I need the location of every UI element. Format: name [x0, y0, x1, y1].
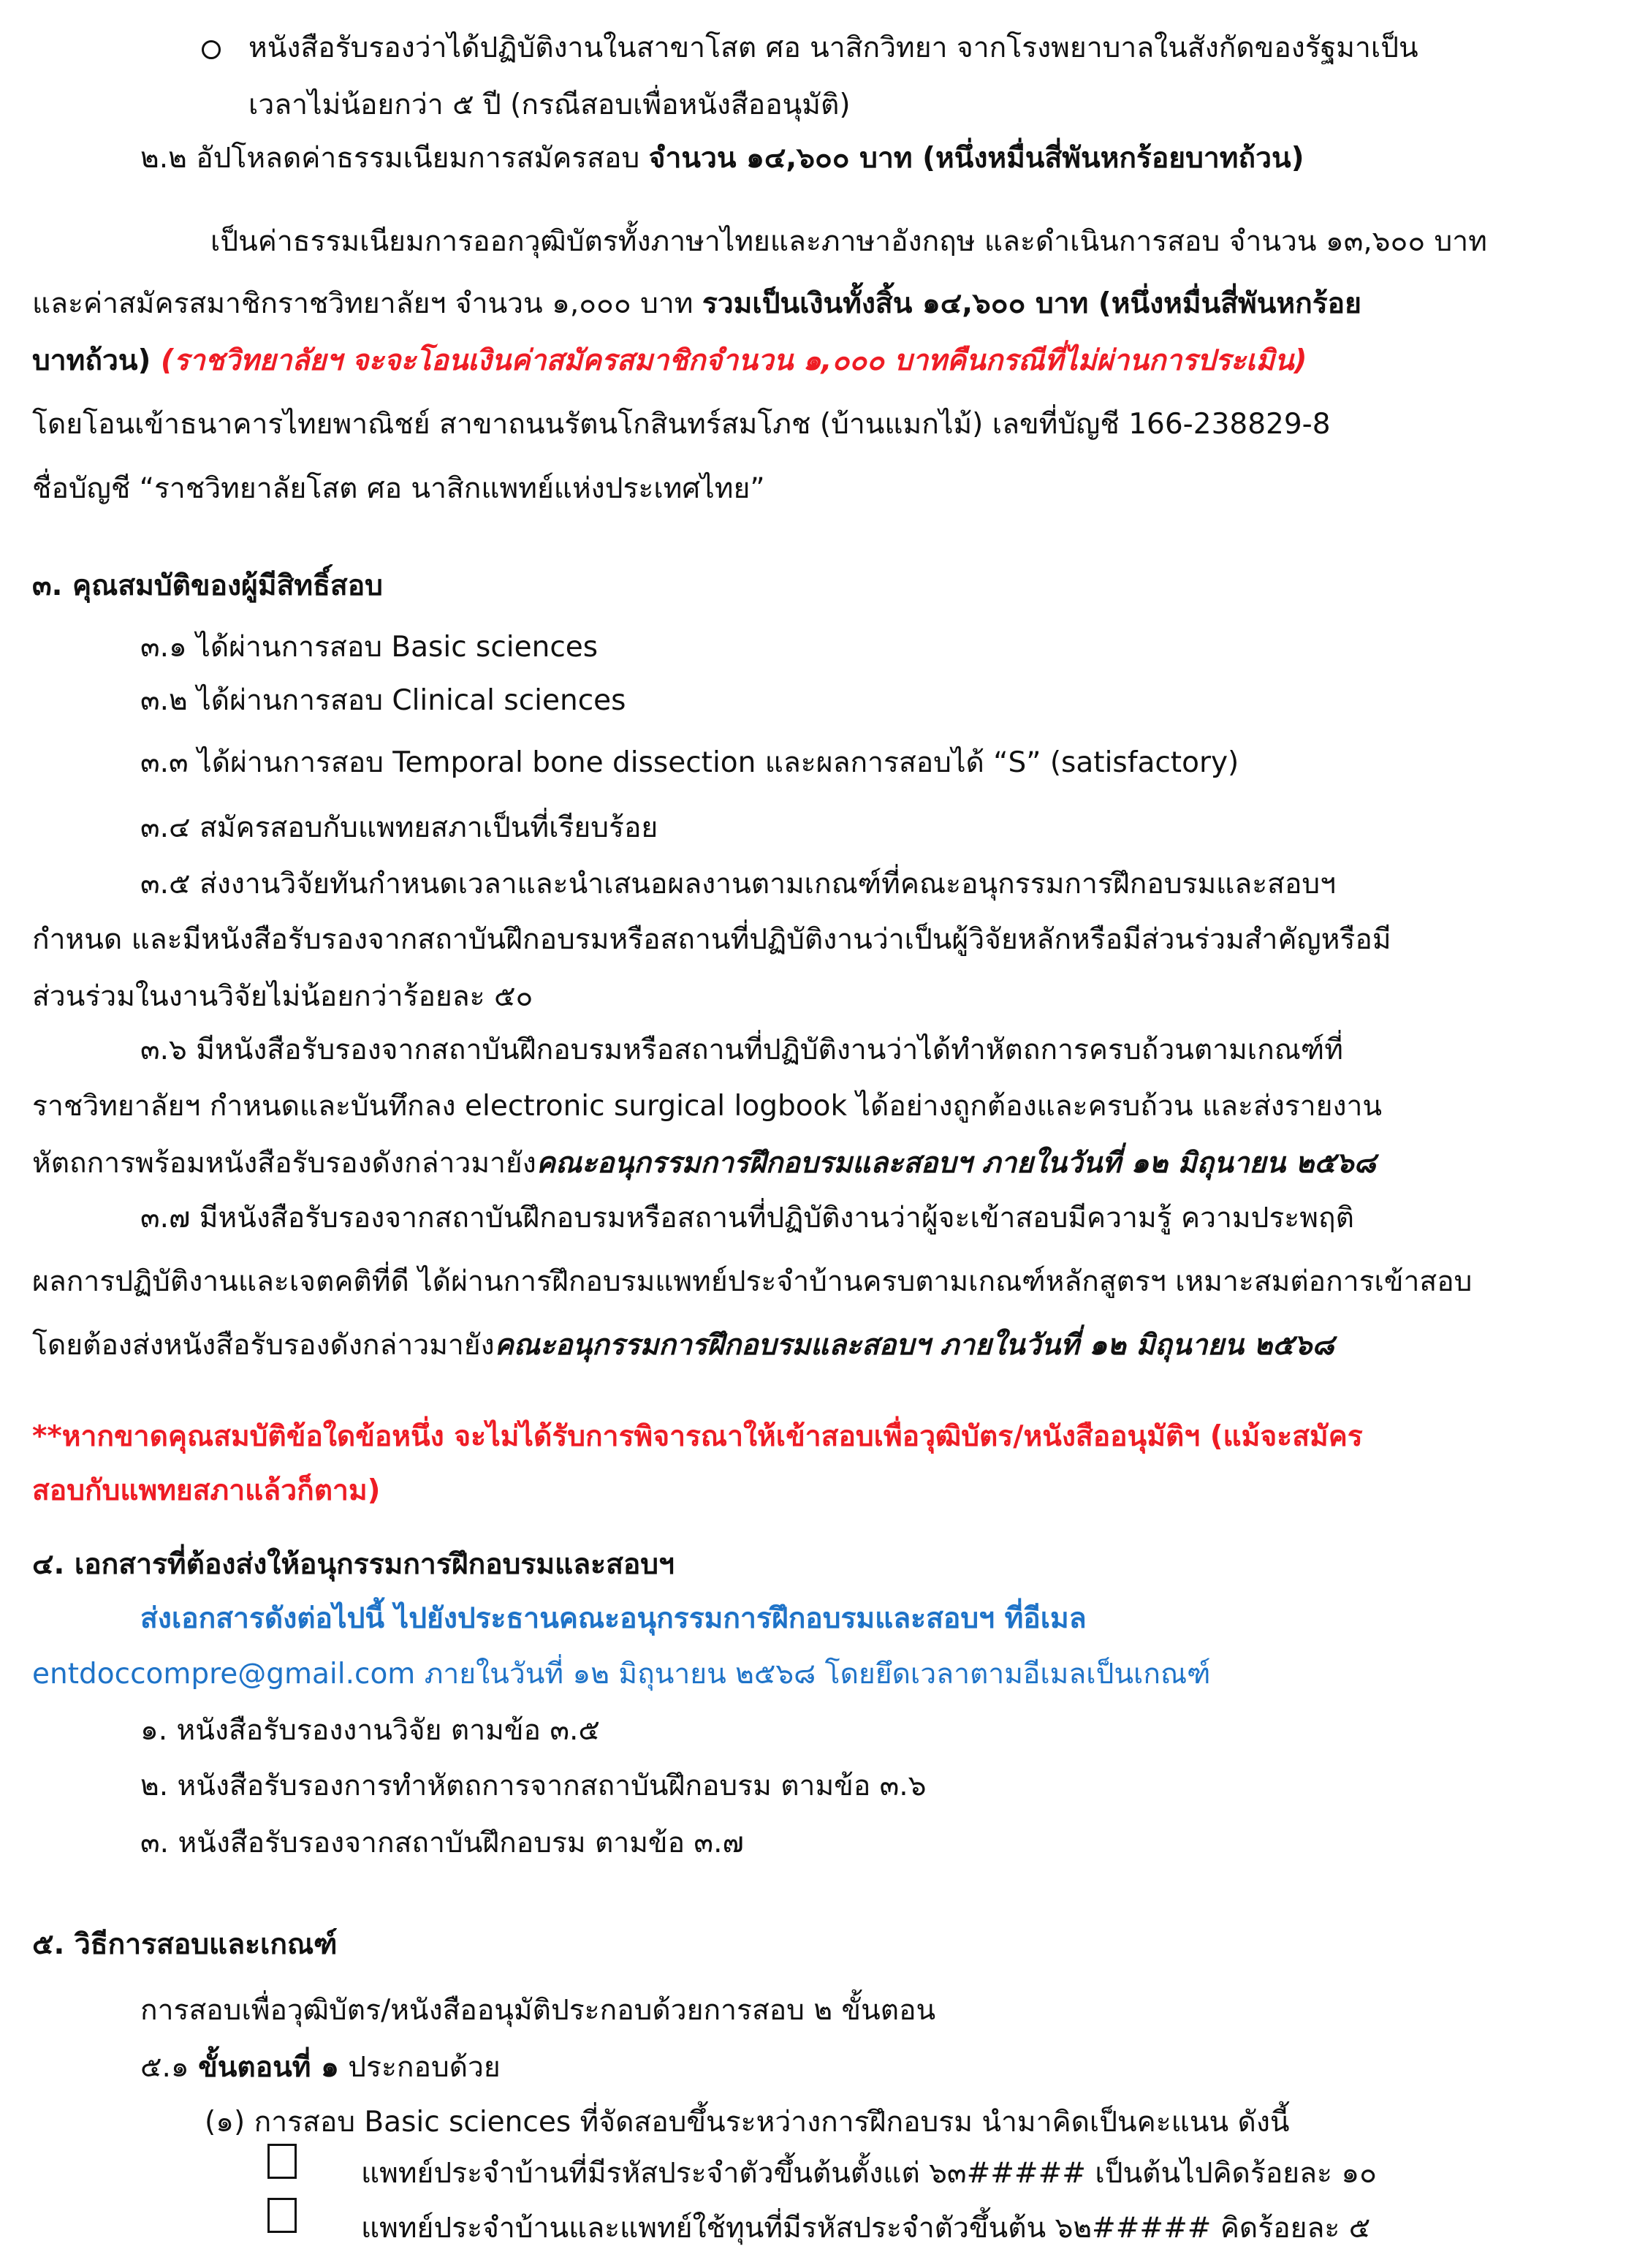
- section-3-item-4: ๓.๔ สมัครสอบกับแพทยสภาเป็นที่เรียบร้อย: [140, 811, 658, 844]
- section-5-sub-1: (๑) การสอบ Basic sciences ที่จัดสอบขึ้นระหว่างการฝึกอบรม นำมาคิดเป็นคะแนน ดังนี้: [205, 2106, 1290, 2139]
- fee-line-1: เป็นค่าธรรมเนียมการออกวุฒิบัตรทั้งภาษาไทยและภาษาอังกฤษ และดำเนินการสอบ จำนวน ๑๓,๖๐๐ บาท: [210, 225, 1487, 258]
- fee-line-2-text: และค่าสมัครสมาชิกราชวิทยาลัยฯ จำนวน ๑,๐๐๐ บาท: [32, 287, 702, 320]
- section-3-item-5-line-2: กำหนด และมีหนังสือรับรองจากสถาบันฝึกอบรมหรือสถานที่ปฏิบัติงานว่าเป็นผู้วิจัยหลักหรือมีส่วนร่วมสำคัญหรือมี: [32, 923, 1391, 956]
- warning-line-2: สอบกับแพทยสภาแล้วก็ตาม): [32, 1474, 381, 1507]
- refund-note: (ราชวิทยาลัยฯ จะจะโอนเงินค่าสมัครสมาชิกจำนวน ๑,๐๐๐ บาทคืนกรณีที่ไม่ผ่านการประเมิน): [160, 344, 1307, 377]
- fee-line-3: [32, 344, 1307, 379]
- section-3-item-6-line-3: [32, 1146, 1376, 1182]
- section-5-heading: ๕. วิธีการสอบและเกณฑ์: [32, 1928, 338, 1961]
- section-3-item-6-line-1: ๓.๖ มีหนังสือรับรองจากสถาบันฝึกอบรมหรือสถานที่ปฏิบัติงานว่าได้ทำหัตถการครบถ้วนตามเกณฑ์ที่: [140, 1034, 1344, 1066]
- option-1-label: แพทย์ประจำบ้านที่มีรหัสประจำตัวขึ้นต้นตั้งแต่ ๖๓##### เป็นต้นไปคิดร้อยละ ๑๐: [361, 2157, 1377, 2190]
- item-2-2-label: ๒.๒ อัปโหลดค่าธรรมเนียมการสมัครสอบ: [140, 142, 649, 175]
- section-3-item-3: ๓.๓ ได้ผ่านการสอบ Temporal bone dissection และผลการสอบได้ “S” (satisfactory): [140, 746, 1239, 779]
- section-3-item-6-deadline: คณะอนุกรรมการฝึกอบรมและสอบฯ ภายในวันที่ ๑๒ มิถุนายน ๒๕๖๘: [536, 1147, 1376, 1180]
- section-4-doc-2: ๒. หนังสือรับรองการทำหัตถการจากสถาบันฝึกอบรม ตามข้อ ๓.๖: [140, 1770, 927, 1802]
- item-2-2: [140, 141, 1304, 177]
- section-3-item-7-line-1: ๓.๗ มีหนังสือรับรองจากสถาบันฝึกอบรมหรือสถานที่ปฏิบัติงานว่าผู้จะเข้าสอบมีความรู้ ความประพฤติ: [140, 1202, 1354, 1234]
- section-3-heading: ๓. คุณสมบัติของผู้มีสิทธิ์สอบ: [32, 569, 383, 602]
- section-5-step-1: [140, 2050, 501, 2086]
- section-3-item-6-text: หัตถการพร้อมหนังสือรับรองดังกล่าวมายัง: [32, 1147, 536, 1180]
- section-3-item-7-deadline: คณะอนุกรรมการฝึกอบรมและสอบฯ ภายในวันที่ ๑๒ มิถุนายน ๒๕๖๘: [494, 1329, 1334, 1362]
- section-4-doc-1: ๑. หนังสือรับรองงานวิจัย ตามข้อ ๓.๕: [140, 1714, 600, 1747]
- section-5-step-1-number: ๕.๑: [140, 2051, 199, 2084]
- section-5-intro: การสอบเพื่อวุฒิบัตร/หนังสืออนุมัติประกอบด้วยการสอบ ๒ ขั้นตอน: [140, 1994, 936, 2027]
- item-2-2-amount: จำนวน ๑๔,๖๐๐ บาท (หนึ่งหมื่นสี่พันหกร้อยบาทถ้วน): [648, 142, 1304, 175]
- section-4-instruction-line-2[interactable]: entdoccompre@gmail.com ภายในวันที่ ๑๒ มิถุนายน ๒๕๖๘ โดยยึดเวลาตามอีเมลเป็นเกณฑ์: [32, 1658, 1211, 1691]
- bullet-circle-icon: [202, 40, 221, 59]
- fee-line-2: [32, 287, 1361, 322]
- option-2-checkbox[interactable]: [267, 2198, 297, 2233]
- section-4-heading: ๔. เอกสารที่ต้องส่งให้อนุกรรมการฝึกอบรมและสอบฯ: [32, 1548, 675, 1581]
- section-3-item-7-line-3: [32, 1328, 1334, 1364]
- option-2-label: แพทย์ประจำบ้านและแพทย์ใช้ทุนที่มีรหัสประจำตัวขึ้นต้น ๖๒##### คิดร้อยละ ๕: [361, 2212, 1371, 2245]
- section-5-step-1-rest: ประกอบด้วย: [338, 2051, 501, 2084]
- option-1-checkbox[interactable]: [267, 2144, 297, 2179]
- section-3-item-2: ๓.๒ ได้ผ่านการสอบ Clinical sciences: [140, 684, 626, 717]
- section-3-item-7-text: โดยต้องส่งหนังสือรับรองดังกล่าวมายัง: [32, 1329, 495, 1362]
- fee-total: รวมเป็นเงินทั้งสิ้น ๑๔,๖๐๐ บาท (หนึ่งหมื่นสี่พันหกร้อย: [702, 287, 1361, 320]
- fee-total-end: บาทถ้วน): [32, 344, 161, 377]
- section-4-instruction-line-1: ส่งเอกสารดังต่อไปนี้ ไปยังประธานคณะอนุกรรมการฝึกอบรมและสอบฯ ที่อีเมล: [140, 1602, 1087, 1635]
- section-3-item-1: ๓.๑ ได้ผ่านการสอบ Basic sciences: [140, 631, 599, 664]
- bullet-line-1: หนังสือรับรองว่าได้ปฏิบัติงานในสาขาโสต ศอ นาสิกวิทยา จากโรงพยาบาลในสังกัดของรัฐมาเป็น: [248, 31, 1418, 64]
- section-3-item-7-line-2: ผลการปฏิบัติงานและเจตคติที่ดี ได้ผ่านการฝึกอบรมแพทย์ประจำบ้านครบตามเกณฑ์หลักสูตรฯ เหมาะสมต่อการเข้าสอบ: [32, 1265, 1473, 1298]
- section-3-item-6-line-2: ราชวิทยาลัยฯ กำหนดและบันทึกลง electronic surgical logbook ได้อย่างถูกต้องและครบถ้วน และส่งรายงาน: [32, 1090, 1383, 1123]
- bank-line: โดยโอนเข้าธนาคารไทยพาณิชย์ สาขาถนนรัตนโกสินทร์สมโภช (บ้านแมกไม้) เลขที่บัญชี 166-238829-8: [32, 408, 1331, 441]
- account-line: ชื่อบัญชี “ราชวิทยาลัยโสต ศอ นาสิกแพทย์แห่งประเทศไทย”: [32, 472, 765, 505]
- section-3-item-5-line-3: ส่วนร่วมในงานวิจัยไม่น้อยกว่าร้อยละ ๕๐: [32, 980, 533, 1013]
- bullet-line-2: เวลาไม่น้อยกว่า ๕ ปี (กรณีสอบเพื่อหนังสืออนุมัติ): [248, 88, 851, 121]
- section-3-item-5-line-1: ๓.๕ ส่งงานวิจัยทันกำหนดเวลาและนำเสนอผลงานตามเกณฑ์ที่คณะอนุกรรมการฝึกอบรมและสอบฯ: [140, 868, 1337, 900]
- warning-line-1: **หากขาดคุณสมบัติข้อใดข้อหนึ่ง จะไม่ได้รับการพิจารณาให้เข้าสอบเพื่อวุฒิบัตร/หนังสืออนุมัติฯ (แม้จะสมัคร: [32, 1420, 1363, 1453]
- section-5-step-1-title: ขั้นตอนที่ ๑: [198, 2051, 339, 2084]
- section-4-doc-3: ๓. หนังสือรับรองจากสถาบันฝึกอบรม ตามข้อ ๓.๗: [140, 1827, 744, 1859]
